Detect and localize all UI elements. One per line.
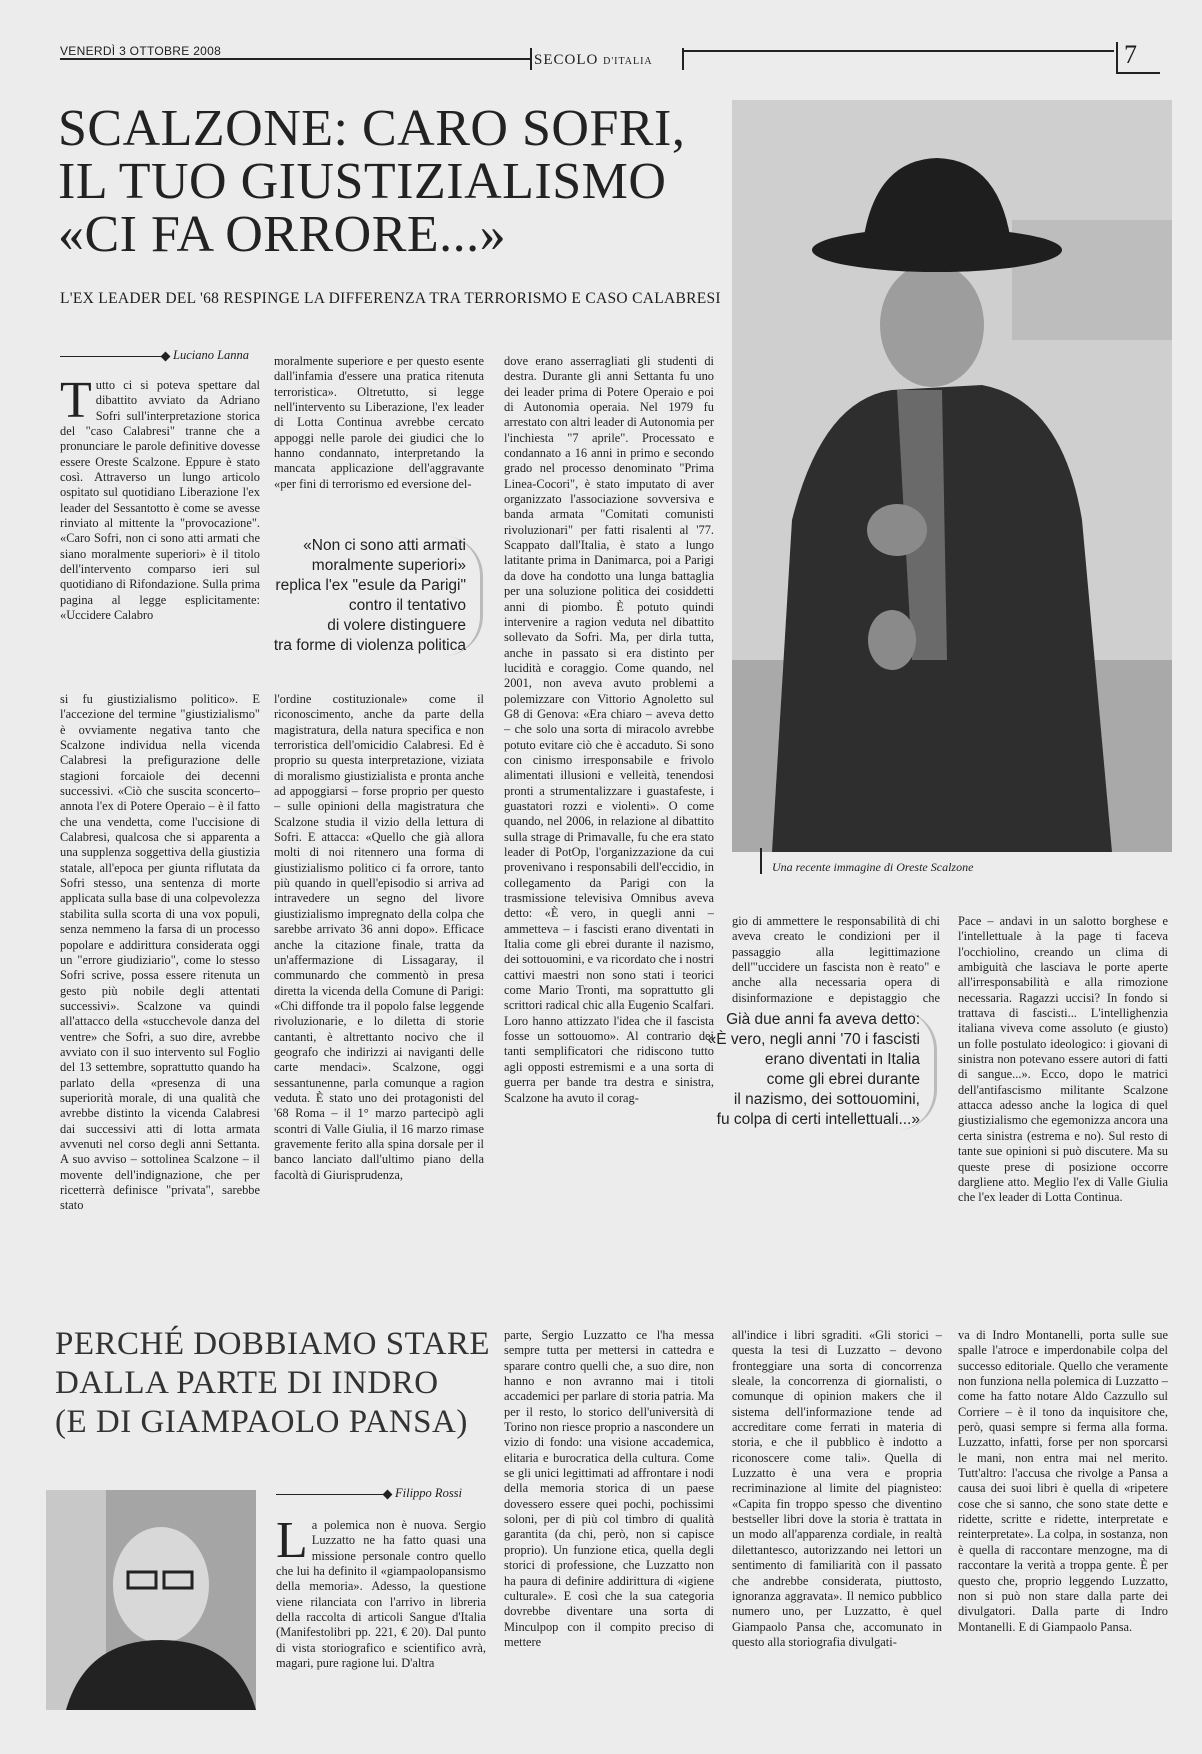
article2-column-1: [276, 1518, 486, 1718]
pull-quote-line: Già due anni fa aveva detto:: [726, 1011, 920, 1028]
article-column-4-top: [732, 914, 940, 1006]
byline: [162, 348, 249, 363]
header-rule-right: [684, 50, 1114, 52]
masthead-name: SECOLO: [534, 52, 599, 68]
caption-bar: [760, 848, 762, 874]
article-column-1-bottom: [60, 692, 260, 1264]
pull-quote-line: contro il tentativo: [348, 597, 466, 614]
pull-quote-line: erano diventati in Italia: [764, 1051, 920, 1068]
column-text: va di Indro Montanelli, porta sulle sue spalle l'atroce e imperdonabile colpa del successo editoriale. Quello che veramente non funziona nella polemica di Luzzatto – come ha fatto notare Aldo Cazzullo sul Corriere – è il tono da inquisitore che, però, quasi sempre si ferma alla forma. Luzzatto, infatti, forse per non sporcarsi le mani, non entra mai nel merito. Tutt'altro: l'accusa che rivolge a Pansa a causa dei suoi libri è quella di «ripetere cose che si sanno, che sono state dette e ridette, scritte e ridette, interpretate e reinterpretate». La colpa, in sostanza, non è quella di raccontare menzogne, ma di raccontare la verità a troppa gente. È per questo che, proprio leggendo Luzzatto, non si può non stare dalla parte dei divulgatori. Dalla parte di Indro Montanelli. E di Giampaolo Pansa.: [958, 1328, 1168, 1634]
column-text: utto ci si poteva spettare dal dibattito avviato da Adriano Sofri sull'interpretazione storica del "caso Calabresi" tranne che a pronunciare le parole definitive dovesse essere Oreste Scalzone. Eppure è stato così. Attraverso un lungo articolo ospitato sul quotidiano Liberazione l'ex leader del Sessantotto è come se avesse rinviato al mittente la "provocazione". «Caro Sofri, non ci sono atti armati che siano moralmente superiori» è il titolo dell'intervento comparso ieri sul quotidiano di Rifondazione. Sulla prima pagina al legge esplicitamente: «Uccidere Calabro: [60, 378, 260, 623]
article-column-2-top: [274, 354, 484, 526]
diamond-icon: [383, 1489, 393, 1499]
pull-quote-line: fu colpa di certi intellettuali...»: [716, 1111, 920, 1128]
portrait-photo: [732, 100, 1172, 852]
column-text: parte, Sergio Luzzatto ce l'ha messa sempre tutta per mettersi in cattedra e sparare contro quelli che, a suo dire, non hanno e non avranno mai i titoli accademici per parlare di storia patria. Ma per il resto, lo storico dell'università di Torino non riesce proprio a nascondere un vizio di fondo: una visione accademica, elitaria e burocratica della cultura. Come se gli unici legittimati ad affrontare i nodi della memoria storica di un paese dovessero essere quei pochi, pochissimi soloni, per di più col timbro di qualità garantita (da chi, però, non si capisce proprio). Un funzione etica, quella degli storici di professione, che Luzzatto non ha paura di definire addirittura di «igiene culturale». E così che la sua categoria dovrebbe diventare una sorta di Minculpop con il compito preciso di mettere: [504, 1328, 714, 1649]
article-column-5: [958, 914, 1168, 1264]
drop-cap: T: [60, 378, 92, 429]
article2-headline: [55, 1325, 495, 1442]
article-headline: [58, 102, 758, 261]
pull-quote-line: «Non ci sono atti armati: [303, 537, 466, 554]
issue-date: VENERDÌ 3 OTTOBRE 2008: [60, 44, 222, 58]
column-text: si fu giustizialismo politico». E l'accezione del termine "giustizialismo" è ovviamente negativa tanto che Scalzone individua nella vicenda Calabresi la prefigurazione delle stagioni forcaiole dei decenni successivi. «Ciò che suscita sconcerto– annota l'ex di Potere Operaio – è il fatto che una vendetta, come l'uccisione di Calabresi, qualcosa che si apparenta a una supplenza soggettiva della giustizia statale, all'epoca per giunta riflutata da Sofri stesso, una sentenza di morte applicata sulla base di una colpevolezza stabilita sulla scorta di una vox populi, senza nemmeno la farsa di un processo popolare e addirittura considerata oggi un "errore giudiziario", come lo stesso Sofri scrive, possa essere ritenuta un gesto più nobile degli attentati successivi». Scalzone va quindi all'attacco della «stucchevole danza del ventre» che Sofri, a suo dire, avrebbe avviato con il suo intervento sul Foglio del 13 settembre, soprattutto quando ha parlato della «presenza di una superiorità morale, di una qualità che avrebbe distinto la vicenda Calabresi dai successivi atti di lotta armata avvenuti nel corso degli anni Settanta. A suo avviso – sottolinea Scalzone – il movente dell'indignazione, che per ricetterrà definisce "privata", sarebbe stato: [60, 692, 260, 1213]
headline-line: SCALZONE: CARO SOFRI,: [58, 100, 686, 157]
headline-line: (E DI GIAMPAOLO PANSA): [55, 1404, 468, 1440]
portrait-illustration-2: [46, 1490, 256, 1710]
byline-author: Luciano Lanna: [173, 348, 250, 362]
page-number-underline: [1116, 72, 1160, 74]
byline-rule-2: [276, 1494, 384, 1495]
byline-rule: [60, 356, 162, 357]
headline-line: «CI FA ORRORE...»: [58, 206, 507, 263]
pull-quote-line: come gli ebrei durante: [766, 1071, 920, 1088]
pull-quote-2: [620, 1010, 937, 1130]
article-column-2-bottom: [274, 692, 484, 1264]
column-text: gio di ammettere le responsabilità di chi aveva creato le condizioni per il passaggio alla legittimazione dell'"uccidere un fascista non è reato" e anche alla necessaria opera di disinformazione e depistaggio che: [732, 914, 940, 1005]
byline-2: [384, 1486, 462, 1501]
header-divider: [530, 48, 532, 70]
page-number: 7: [1124, 40, 1137, 69]
headline-line: DALLA PARTE DI INDRO: [55, 1365, 439, 1401]
pull-quote-1: [226, 536, 483, 656]
drop-cap: L: [276, 1518, 308, 1569]
portrait-illustration: [732, 100, 1172, 852]
column-text: all'indice i libri sgraditi. «Gli storici – questa la tesi di Luzzatto – devono fronteggiare una sorta di concorrenza sleale, la concorrenza di giornalisti, o comunque di opinion makers che il sistema dell'informazione tende ad accreditare come ferrati in materia di storia, e che il pubblico è indotto a riconoscere come tali». Quella di Luzzatto è una vera e propria recriminazione al limite del piagnisteo: «Capita fin troppo spesso che diventino bestseller libri dove la storia è trattata in un modo all'apparenza cordiale, in realtà dilettantesco, autorizzando nei lettori un sentimento di familiarità con il passato che andrebbe considerata, piuttosto, ignoranza aggravata». Il nemico pubblico numero uno, per Luzzatto, è quel Giampaolo Pansa che, accomunato in questo alla storiografia divulgati-: [732, 1328, 942, 1649]
pull-quote-line: tra forme di violenza politica: [273, 637, 466, 654]
byline-author: Filippo Rossi: [395, 1486, 463, 1500]
photo-caption: Una recente immagine di Oreste Scalzone: [772, 860, 974, 874]
pull-quote-line: «È vero, negli anni '70 i fascisti: [707, 1031, 920, 1048]
article2-column-4: [958, 1328, 1168, 1718]
pull-quote-line: moralmente superiori»: [311, 557, 466, 574]
column-text: Pace – andavi in un salotto borghese e l'intellettuale à la page ti faceva l'occhiolino, creando un clima di ambiguità che lasciava le porte aperte all'irresponsabilità e alla rimozione necessaria. Ragazzi uccisi? In fondo si trattava di fascisti... L'intellighenzia italiana viveva come assoluto (e giusto) un folle postulato ideologico: i giovani di sinistra non potevano essere autori di fatti di sangue...». Ecco, dopo le matrici dell'antifascismo militante Scalzone attacca adesso anche la logica di quel giustizialismo che egemonizza ancora una certa sinistra (estrema e no). Sul resto di tante sue opinioni si può discutere. Ma su queste prese di posizione occorre dargliene atto. Meglio l'ex di Valle Giulia che l'ex leader di Lotta Continua.: [958, 914, 1168, 1205]
portrait-photo-2: [46, 1490, 256, 1710]
diamond-icon: [161, 351, 171, 361]
headline-line: IL TUO GIUSTIZIALISMO: [58, 153, 667, 210]
article2-column-3: [732, 1328, 942, 1718]
masthead: [534, 52, 653, 69]
column-text: l'ordine costituzionale» come il riconoscimento, anche da parte della magistratura, della natura specifica e non terroristica dell'omicidio Calabresi. Ed è proprio su questa interpretazione, viziata di moralismo giustizialista e pronta anche ad appoggiarsi – forse proprio per questo – sulle opinioni della magistratura che Scalzone studia il vizio della lettura di Sofri. E attacca: «Quello che già allora molti di noi ritennero una forma di giustizialismo politico ci fa orrore, tanto più quando in quell'episodio si arriva ad intravedere un segno del livore giustizialismo impregnato della colpa che sarebbe arrivato 36 anni dopo». Efficace anche la citazione finale, tratta da un'affermazione di Lissagaray, il communardo che commentò in presa diretta la vicenda della Comune di Parigi: «Chi diffonde tra il popolo false leggende rivoluzionarie, e lo diletta di storie cantanti, è altrettanto nocivo che il geografo che indirizzi ai naviganti delle carte mendaci». Scalzone, oggi sessantunenne, parla comunque a ragion veduta. È stato uno dei protagonisti del '68 Roma – il 1° marzo partecipò agli scontri di Valle Giulia, il 16 marzo rimase gravemente ferito alla spina dorsale per il banco lanciato dall'ultimo piano della facoltà di Giurisprudenza,: [274, 692, 484, 1182]
page-number-divider: [1116, 42, 1118, 72]
pull-quote-line: di volere distinguere: [327, 617, 466, 634]
pull-quote-line: il nazismo, dei sottouomini,: [733, 1091, 920, 1108]
pull-quote-line: replica l'ex "esule da Parigi": [275, 577, 466, 594]
column-text: dove erano asserragliati gli studenti di destra. Durante gli anni Settanta fu uno dei leader prima di Potere Operaio e poi di Autonomia operaia. Nel 1979 fu arrestato con altri leader di Autonomia per l'inchiesta "7 aprile". Processato e condannato a 16 anni in primo e secondo grado nel processo denominato "Prima Linea-Cocori", è stato imputato di aver organizzato l'associazione sovversiva e banda armata "Comitati comunisti rivoluzionari" per fatti risalenti al '77. Scappato dall'Italia, è stato a lungo latitante prima in Danimarca, poi a Parigi da dove ha condotto una lunga battaglia per una soluzione politica dei cosiddetti anni di piombo. È potuto quindi intervenire a ragion veduta nel dibattito sollevato da Sofri. Ma, per dirla tutta, anche in passato si era distinto per lucidità e coraggio. Come quando, nel 2001, non aveva avuto problemi a polemizzare con Vittorio Agnoletto sul G8 di Genova: «Era chiaro – aveva detto – che solo una sorta di miracolo avrebbe potuto evitare ciò che è accaduto. Si sono con cinismo irresponsabile e frivolo alimentati illusioni e velleità, tenendosi pronti a strumentalizzare i guastafeste, i guastatori rozzi e violenti». O come quando, nel 2006, in relazione al dibattito sulla strage di Primavalle, fu che era stato leader di PotOp, l'organizzazione da cui provenivano i responsabili dell'eccidio, in collegamento da Parigi con la trasmissione televisiva Omnibus aveva detto: «È vero, in quegli anni – ammetteva – i fascisti erano diventati in Italia come gli ebrei durante il nazismo, dei sottouomini, e va ricordato che i nostri cattivi maestri non sono stati i teorici come Mario Tronti, ma soprattutto gli scrittori radical chic alla Eugenio Scalfari. Loro hanno attizzato l'idea che il fascista fosse un sottouomo». Al contrario dei tanti semplificatori che ridiscono tutto agli opposti estremismi e a una sorta di guerra per bande tra destra e sinistra, Scalzone ha avuto il corag-: [504, 354, 714, 1105]
article-kicker: L'EX LEADER DEL '68 RESPINGE LA DIFFERENZA TRA TERRORISMO E CASO CALABRESI: [60, 290, 721, 307]
column-text: a polemica non è nuova. Sergio Luzzatto ne ha fatto quasi una missione personale contro quello che lui ha definito il «giampaolopansismo della memoria». Adesso, la questione viene rilanciata con l'arrivo in libreria della raccolta di articoli Sangue d'Italia (Manifestolibri pp. 221, € 20). Dal punto di vista storiografico e scientifico avrà, magari, pure ragione lui. D'altra: [276, 1518, 486, 1671]
headline-line: PERCHÉ DOBBIAMO STARE: [55, 1326, 491, 1362]
article2-column-2: [504, 1328, 714, 1718]
column-text: moralmente superiore e per questo esente dall'infamia d'essere una pratica ritenuta terroristica». Oltretutto, si legge nell'intervento su Liberazione, l'ex leader di Lotta Continua avrebbe cercato appoggi nelle parole dei giudici che lo hanno condannato, interpretando la mancata applicazione dell'aggravante «per fini di terrorismo ed eversione del-: [274, 354, 484, 491]
header-rule-left: [60, 58, 530, 60]
masthead-suffix: D'ITALIA: [603, 56, 653, 67]
